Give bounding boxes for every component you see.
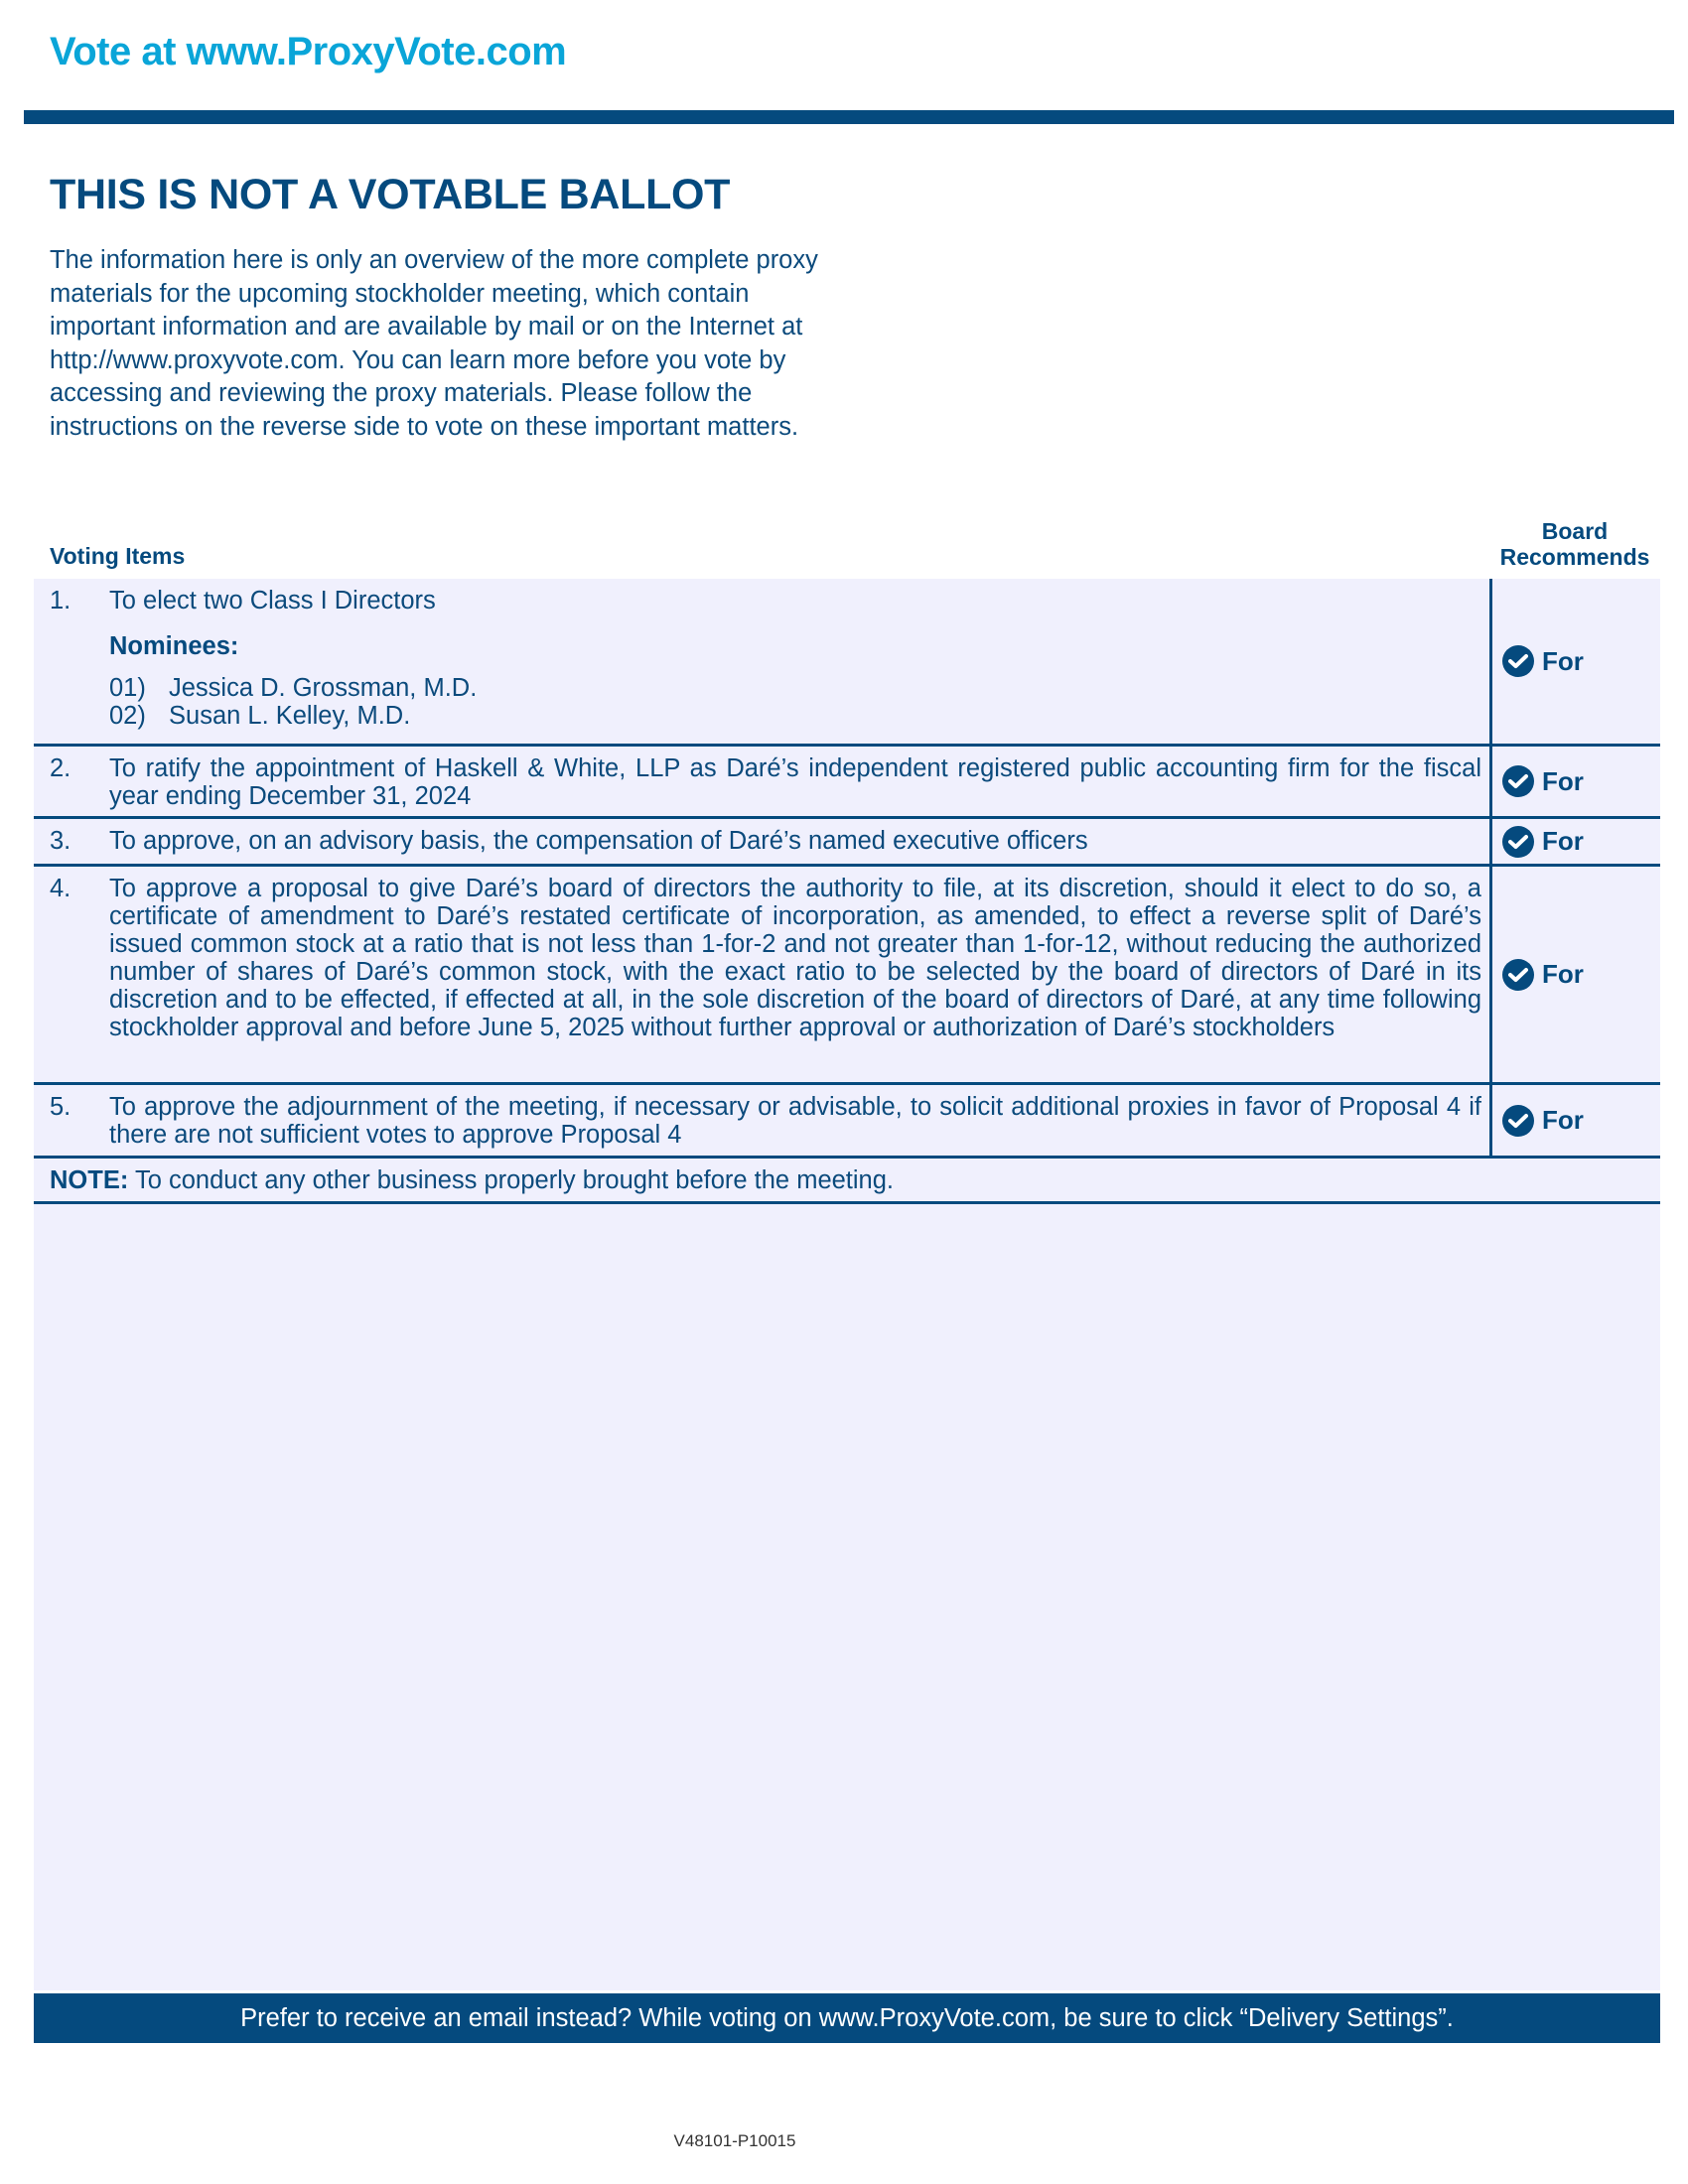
voting-item-row-5 [34, 1085, 1660, 1159]
page-title: THIS IS NOT A VOTABLE BALLOT [50, 171, 731, 218]
item-text: To approve a proposal to give Daré’s board of directors the authority to file, at its discretion, should it elect to do so, a certificate of amendment to Daré’s restated certificate of incorporation, as amended, to effect a reverse split of Daré’s issued common stock at a ratio that is not less than 1-for-2 and not greater than 1-for-12, without reducing the authorized number of shares of Daré’s common stock, with the exact ratio to be selected by the board of directors of Daré in its discretion and to be effected, if effected at all, in the sole discretion of the board of directors of Daré, at any time following stockholder approval and before June 5, 2025 without further approval or authorization of Daré’s stockholders [109, 875, 1481, 1041]
item-number: 5. [50, 1093, 71, 1121]
item-text: To ratify the appointment of Haskell & White, LLP as Daré’s independent registered public accounting firm for the fiscal year ending December 31, 2024 [109, 754, 1481, 810]
check-circle-icon [1502, 959, 1534, 991]
item-number: 2. [50, 754, 71, 782]
nominee-id: 02) [109, 702, 146, 730]
check-circle-icon [1502, 826, 1534, 858]
voting-item-row-3 [34, 819, 1660, 867]
recommendation-label: For [1542, 765, 1584, 796]
voting-item-row-2 [34, 747, 1660, 819]
board-recommends-header: Board Recommends [1499, 518, 1650, 570]
board-recommendation [1489, 819, 1660, 864]
voting-items-header: Voting Items [50, 543, 186, 569]
email-delivery-banner [34, 1993, 1660, 2043]
email-delivery-text: Prefer to receive an email instead? While voting on www.ProxyVote.com, be sure to click “Delivery Settings”. [240, 2003, 1454, 2032]
board-recommendation [1489, 1085, 1660, 1156]
item-description: To elect two Class I Directors [109, 587, 436, 614]
recommendation-label: For [1542, 959, 1584, 989]
board-recommendation [1489, 867, 1660, 1082]
board-recommendation [1489, 579, 1660, 744]
voting-item-row-1 [34, 579, 1660, 747]
check-circle-icon [1502, 765, 1534, 797]
recommendation-label: For [1542, 1105, 1584, 1135]
vote-at-proxyvote-link[interactable]: Vote at www.ProxyVote.com [50, 30, 567, 73]
check-circle-icon [1502, 645, 1534, 677]
check-circle-icon [1502, 1105, 1534, 1137]
recommendation-label: For [1542, 645, 1584, 676]
intro-paragraph: The information here is only an overview of the more complete proxy materials for the upcoming stockholder meeting, which contain important information and are available by mail or on the Internet at http://www.proxyvote.com. You can learn more before you vote by accessing and reviewing the proxy materials. Please follow the instructions on the reverse side to vote on these important matters. [50, 246, 818, 441]
voting-item-row-4 [34, 867, 1660, 1085]
document-code: V48101-P10015 [673, 2131, 796, 2150]
item-text [109, 587, 1481, 730]
nominee-2 [109, 702, 1481, 730]
recommendation-label: For [1542, 826, 1584, 856]
item-text: To approve, on an advisory basis, the compensation of Daré’s named executive officers [109, 827, 1088, 855]
item-number: 4. [50, 875, 71, 902]
item-number: 1. [50, 587, 71, 614]
note-label: NOTE: [50, 1166, 129, 1194]
header-divider [24, 110, 1674, 124]
nominee-1 [109, 674, 1481, 702]
board-recommendation [1489, 747, 1660, 816]
item-number: 3. [50, 827, 71, 855]
note-row [34, 1159, 1660, 1204]
note-text: To conduct any other business properly brought before the meeting. [128, 1166, 895, 1194]
nominee-name: Susan L. Kelley, M.D. [169, 702, 411, 730]
nominee-id: 01) [109, 674, 146, 702]
nominees-label: Nominees: [109, 632, 239, 660]
nominee-name: Jessica D. Grossman, M.D. [169, 674, 478, 702]
item-text: To approve the adjournment of the meeting, if necessary or advisable, to solicit additional proxies in favor of Proposal 4 if there are not sufficient votes to approve Proposal 4 [109, 1093, 1481, 1149]
